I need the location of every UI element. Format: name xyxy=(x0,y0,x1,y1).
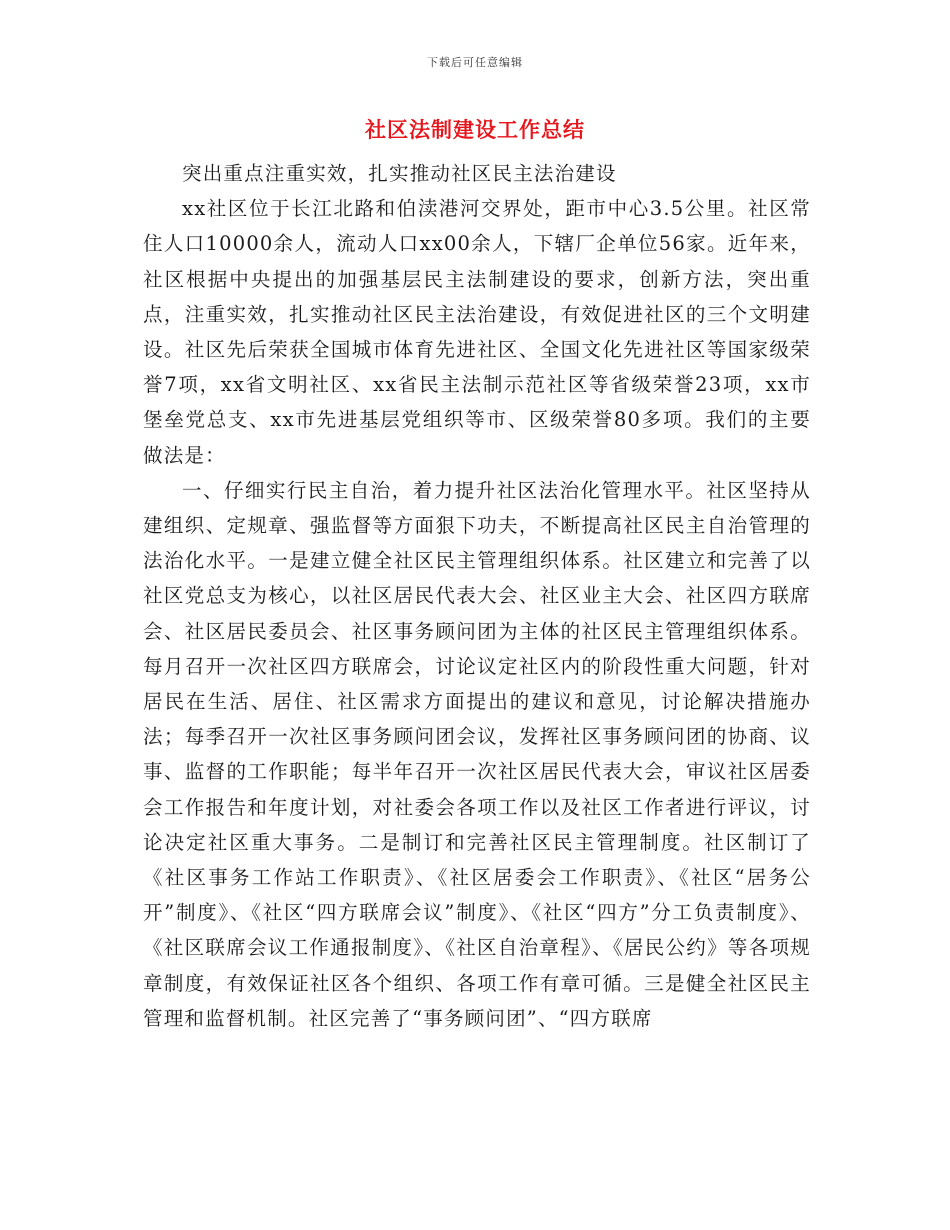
document-body xyxy=(143,156,811,1036)
page-header-note: 下载后可任意编辑 xyxy=(427,56,523,69)
paragraph-section-one: 一、仔细实行民主自治，着力提升社区法治化管理水平。社区坚持从建组织、定规章、强监督等方面狠下功夫，不断提高社区民主自治管理的法治化水平。一是建立健全社区民主管理组织体系。社区建立和完善了以社区党总支为核心，以社区居民代表大会、社区业主大会、社区四方联席会、社区居民委员会、社区事务顾问团为主体的社区民主管理组织体系。每月召开一次社区四方联席会，讨论议定社区内的阶段性重大问题，针对居民在生活、居住、社区需求方面提出的建议和意见，讨论解决措施办法；每季召开一次社区事务顾问团会议，发挥社区事务顾问团的协商、议事、监督的工作职能；每半年召开一次社区居民代表大会，审议社区居委会工作报告和年度计划，对社委会各项工作以及社区工作者进行评议，讨论决定社区重大事务。二是制订和完善社区民主管理制度。社区制订了《社区事务工作站工作职责》、《社区居委会工作职责》、《社区“居务公开”制度》、《社区“四方联席会议”制度》、《社区“四方”分工负责制度》、《社区联席会议工作通报制度》、《社区自治章程》、《居民公约》等各项规章制度，有效保证社区各个组织、各项工作有章可循。三是健全社区民主管理和监督机制。社区完善了“事务顾问团”、“四方联席 xyxy=(143,478,811,1030)
paragraph-intro: xx社区位于长江北路和伯渎港河交界处，距市中心3.5公里。社区常住人口10000余人，流动人口xx00余人，下辖厂企单位56家。近年来，社区根据中央提出的加强基层民主法制建设的要求，创新方法，突出重点，注重实效，扎实推动社区民主法治建设，有效促进社区的三个文明建设。社区先后荣获全国城市体育先进社区、全国文化先进社区等国家级荣誉7项，xx省文明社区、xx省民主法制示范社区等省级荣誉23项，xx市堡垒党总支、xx市先进基层党组织等市、区级荣誉80多项。我们的主要做法是： xyxy=(143,197,811,467)
document-title: 社区法制建设工作总结 xyxy=(365,117,585,142)
document-subtitle: 突出重点注重实效，扎实推动社区民主法治建设 xyxy=(182,162,617,185)
